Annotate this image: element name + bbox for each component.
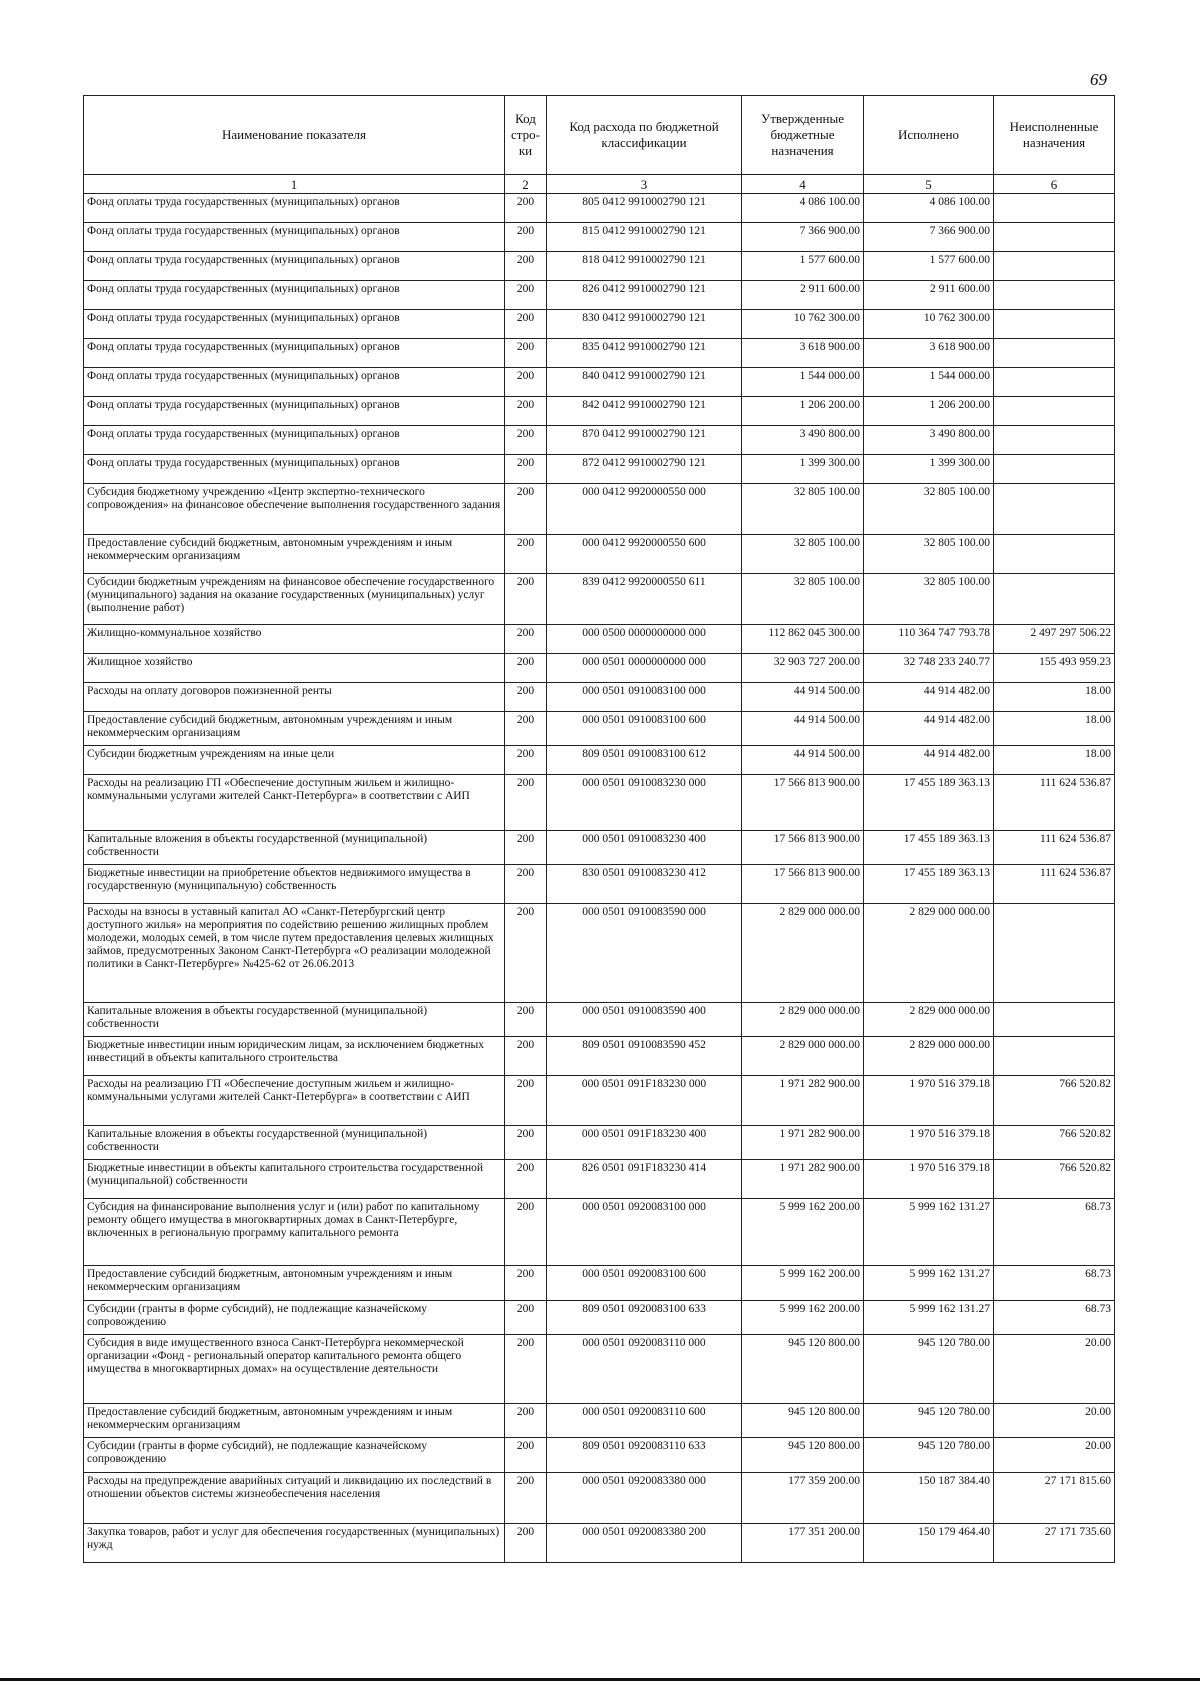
approved-amount-cell: 44 914 500.00 — [742, 746, 864, 775]
approved-amount-cell: 2 829 000 000.00 — [742, 1037, 864, 1076]
unexecuted-amount-cell: 766 520.82 — [994, 1160, 1115, 1199]
indicator-name-cell: Субсидия в виде имущественного взноса Санкт-Петербурга некоммерческой организации «Фонд - региональный оператор капитального ремонта общего имущества в многоквартирных домах» на осуществление деятельности — [84, 1335, 505, 1404]
table-row — [84, 339, 1115, 368]
table-row — [84, 310, 1115, 339]
line-code-cell: 200 — [505, 625, 547, 654]
table-row — [84, 484, 1115, 535]
indicator-name-cell: Субсидия бюджетному учреждению «Центр экспертно-технического сопровождения» на финансовое обеспечение выполнения государственного задания — [84, 484, 505, 535]
line-code-cell: 200 — [505, 1404, 547, 1438]
line-code-cell: 200 — [505, 1335, 547, 1404]
executed-amount-cell: 4 086 100.00 — [864, 194, 994, 223]
unexecuted-amount-cell — [994, 426, 1115, 455]
indicator-name-cell: Бюджетные инвестиции на приобретение объектов недвижимого имущества в государственную (муниципальную) собственность — [84, 865, 505, 904]
executed-amount-cell: 945 120 780.00 — [864, 1335, 994, 1404]
budget-code-cell: 809 0501 0920083110 633 — [547, 1438, 742, 1473]
approved-amount-cell: 44 914 500.00 — [742, 683, 864, 712]
line-code-cell: 200 — [505, 654, 547, 683]
table-row — [84, 368, 1115, 397]
indicator-name-cell: Жилищно-коммунальное хозяйство — [84, 625, 505, 654]
line-code-cell: 200 — [505, 1126, 547, 1160]
unexecuted-amount-cell — [994, 223, 1115, 252]
executed-amount-cell: 3 490 800.00 — [864, 426, 994, 455]
line-code-cell: 200 — [505, 1301, 547, 1335]
budget-code-cell: 830 0412 9910002790 121 — [547, 310, 742, 339]
budget-code-cell: 000 0501 0920083110 600 — [547, 1404, 742, 1438]
executed-amount-cell: 150 187 384.40 — [864, 1473, 994, 1524]
bottom-rule — [0, 1678, 1200, 1681]
table-row — [84, 1003, 1115, 1037]
table-row — [84, 1473, 1115, 1524]
budget-code-cell: 000 0501 0910083100 600 — [547, 712, 742, 746]
budget-code-cell: 809 0501 0920083100 633 — [547, 1301, 742, 1335]
budget-code-cell: 000 0501 0000000000 000 — [547, 654, 742, 683]
executed-amount-cell: 17 455 189 363.13 — [864, 865, 994, 904]
indicator-name-cell: Предоставление субсидий бюджетным, автономным учреждениям и иным некоммерческим организациям — [84, 1266, 505, 1301]
budget-code-cell: 000 0501 0910083230 000 — [547, 775, 742, 831]
indicator-name-cell: Субсидии (гранты в форме субсидий), не подлежащие казначейскому сопровождению — [84, 1438, 505, 1473]
budget-code-cell: 000 0501 091F183230 000 — [547, 1076, 742, 1126]
header-indicator-name: Наименование показателя — [84, 96, 505, 175]
table-row — [84, 1199, 1115, 1266]
unexecuted-amount-cell: 766 520.82 — [994, 1126, 1115, 1160]
table-row — [84, 865, 1115, 904]
line-code-cell: 200 — [505, 1076, 547, 1126]
line-code-cell: 200 — [505, 535, 547, 574]
indicator-name-cell: Расходы на реализацию ГП «Обеспечение доступным жильем и жилищно-коммунальными услугами жителей Санкт-Петербурга» в соответствии с АИП — [84, 775, 505, 831]
header-executed: Исполнено — [864, 96, 994, 175]
unexecuted-amount-cell — [994, 904, 1115, 1003]
indicator-name-cell: Субсидии (гранты в форме субсидий), не подлежащие казначейскому сопровождению — [84, 1301, 505, 1335]
executed-amount-cell: 1 970 516 379.18 — [864, 1076, 994, 1126]
table-row — [84, 683, 1115, 712]
executed-amount-cell: 945 120 780.00 — [864, 1404, 994, 1438]
budget-code-cell: 000 0501 0910083590 400 — [547, 1003, 742, 1037]
budget-code-cell: 830 0501 0910083230 412 — [547, 865, 742, 904]
column-number: 4 — [742, 175, 864, 194]
unexecuted-amount-cell: 68.73 — [994, 1301, 1115, 1335]
unexecuted-amount-cell — [994, 310, 1115, 339]
budget-code-cell: 000 0412 9920000550 600 — [547, 535, 742, 574]
unexecuted-amount-cell — [994, 455, 1115, 484]
line-code-cell: 200 — [505, 1473, 547, 1524]
unexecuted-amount-cell: 27 171 815.60 — [994, 1473, 1115, 1524]
line-code-cell: 200 — [505, 574, 547, 625]
approved-amount-cell: 2 829 000 000.00 — [742, 1003, 864, 1037]
executed-amount-cell: 32 805 100.00 — [864, 484, 994, 535]
column-number: 2 — [505, 175, 547, 194]
budget-code-cell: 805 0412 9910002790 121 — [547, 194, 742, 223]
approved-amount-cell: 7 366 900.00 — [742, 223, 864, 252]
unexecuted-amount-cell: 155 493 959.23 — [994, 654, 1115, 683]
table-row — [84, 1037, 1115, 1076]
approved-amount-cell: 1 971 282 900.00 — [742, 1160, 864, 1199]
table-row — [84, 654, 1115, 683]
executed-amount-cell: 5 999 162 131.27 — [864, 1199, 994, 1266]
executed-amount-cell: 1 970 516 379.18 — [864, 1126, 994, 1160]
executed-amount-cell: 32 805 100.00 — [864, 574, 994, 625]
budget-code-cell: 000 0501 0920083100 000 — [547, 1199, 742, 1266]
table-row — [84, 574, 1115, 625]
budget-code-cell: 840 0412 9910002790 121 — [547, 368, 742, 397]
table-row — [84, 1076, 1115, 1126]
budget-code-cell: 809 0501 0910083100 612 — [547, 746, 742, 775]
indicator-name-cell: Фонд оплаты труда государственных (муниципальных) органов — [84, 194, 505, 223]
executed-amount-cell: 7 366 900.00 — [864, 223, 994, 252]
table-row — [84, 746, 1115, 775]
line-code-cell: 200 — [505, 484, 547, 535]
executed-amount-cell: 44 914 482.00 — [864, 712, 994, 746]
unexecuted-amount-cell: 68.73 — [994, 1199, 1115, 1266]
approved-amount-cell: 10 762 300.00 — [742, 310, 864, 339]
table-row — [84, 223, 1115, 252]
unexecuted-amount-cell — [994, 1037, 1115, 1076]
approved-amount-cell: 1 971 282 900.00 — [742, 1126, 864, 1160]
approved-amount-cell: 44 914 500.00 — [742, 712, 864, 746]
unexecuted-amount-cell: 18.00 — [994, 683, 1115, 712]
budget-code-cell: 000 0501 0910083100 000 — [547, 683, 742, 712]
executed-amount-cell: 1 206 200.00 — [864, 397, 994, 426]
unexecuted-amount-cell — [994, 194, 1115, 223]
approved-amount-cell: 1 544 000.00 — [742, 368, 864, 397]
executed-amount-cell: 110 364 747 793.78 — [864, 625, 994, 654]
approved-amount-cell: 945 120 800.00 — [742, 1438, 864, 1473]
unexecuted-amount-cell — [994, 368, 1115, 397]
header-row — [84, 96, 1115, 175]
approved-amount-cell: 32 805 100.00 — [742, 484, 864, 535]
unexecuted-amount-cell: 20.00 — [994, 1335, 1115, 1404]
indicator-name-cell: Фонд оплаты труда государственных (муниципальных) органов — [84, 252, 505, 281]
budget-code-cell: 842 0412 9910002790 121 — [547, 397, 742, 426]
unexecuted-amount-cell: 111 624 536.87 — [994, 775, 1115, 831]
table-row — [84, 1438, 1115, 1473]
budget-code-cell: 870 0412 9910002790 121 — [547, 426, 742, 455]
unexecuted-amount-cell: 18.00 — [994, 746, 1115, 775]
approved-amount-cell: 1 399 300.00 — [742, 455, 864, 484]
indicator-name-cell: Жилищное хозяйство — [84, 654, 505, 683]
indicator-name-cell: Капитальные вложения в объекты государственной (муниципальной) собственности — [84, 1126, 505, 1160]
unexecuted-amount-cell: 20.00 — [994, 1404, 1115, 1438]
indicator-name-cell: Субсидии бюджетным учреждениям на финансовое обеспечение государственного (муниципального) задания на оказание государственных (муниципальных) услуг (выполнение работ) — [84, 574, 505, 625]
column-number: 5 — [864, 175, 994, 194]
indicator-name-cell: Расходы на оплату договоров пожизненной ренты — [84, 683, 505, 712]
indicator-name-cell: Фонд оплаты труда государственных (муниципальных) органов — [84, 455, 505, 484]
indicator-name-cell: Расходы на реализацию ГП «Обеспечение доступным жильем и жилищно-коммунальными услугами жителей Санкт-Петербурга» в соответствии с АИП — [84, 1076, 505, 1126]
table-row — [84, 775, 1115, 831]
approved-amount-cell: 112 862 045 300.00 — [742, 625, 864, 654]
line-code-cell: 200 — [505, 252, 547, 281]
budget-code-cell: 000 0501 0920083380 000 — [547, 1473, 742, 1524]
line-code-cell: 200 — [505, 712, 547, 746]
unexecuted-amount-cell — [994, 1003, 1115, 1037]
unexecuted-amount-cell — [994, 281, 1115, 310]
unexecuted-amount-cell: 27 171 735.60 — [994, 1524, 1115, 1563]
line-code-cell: 200 — [505, 397, 547, 426]
executed-amount-cell: 5 999 162 131.27 — [864, 1301, 994, 1335]
approved-amount-cell: 17 566 813 900.00 — [742, 831, 864, 865]
table-row — [84, 1301, 1115, 1335]
executed-amount-cell: 10 762 300.00 — [864, 310, 994, 339]
indicator-name-cell: Предоставление субсидий бюджетным, автономным учреждениям и иным некоммерческим организациям — [84, 1404, 505, 1438]
indicator-name-cell: Субсидия на финансирование выполнения услуг и (или) работ по капитальному ремонту общего имущества в многоквартирных домах в Санкт-Петербурге, включенных в региональную программу капитального ремонта — [84, 1199, 505, 1266]
table-row — [84, 831, 1115, 865]
budget-code-cell: 839 0412 9920000550 611 — [547, 574, 742, 625]
budget-code-cell: 000 0501 0920083110 000 — [547, 1335, 742, 1404]
unexecuted-amount-cell: 18.00 — [994, 712, 1115, 746]
indicator-name-cell: Фонд оплаты труда государственных (муниципальных) органов — [84, 339, 505, 368]
executed-amount-cell: 1 544 000.00 — [864, 368, 994, 397]
executed-amount-cell: 3 618 900.00 — [864, 339, 994, 368]
table-row — [84, 904, 1115, 1003]
executed-amount-cell: 44 914 482.00 — [864, 746, 994, 775]
indicator-name-cell: Капитальные вложения в объекты государственной (муниципальной) собственности — [84, 1003, 505, 1037]
executed-amount-cell: 1 970 516 379.18 — [864, 1160, 994, 1199]
budget-code-cell: 000 0501 091F183230 400 — [547, 1126, 742, 1160]
executed-amount-cell: 2 829 000 000.00 — [864, 1003, 994, 1037]
executed-amount-cell: 1 399 300.00 — [864, 455, 994, 484]
line-code-cell: 200 — [505, 1160, 547, 1199]
unexecuted-amount-cell — [994, 484, 1115, 535]
indicator-name-cell: Закупка товаров, работ и услуг для обеспечения государственных (муниципальных) нужд — [84, 1524, 505, 1563]
unexecuted-amount-cell — [994, 339, 1115, 368]
unexecuted-amount-cell — [994, 252, 1115, 281]
executed-amount-cell: 1 577 600.00 — [864, 252, 994, 281]
executed-amount-cell: 2 829 000 000.00 — [864, 904, 994, 1003]
column-number: 3 — [547, 175, 742, 194]
table-row — [84, 426, 1115, 455]
table-row — [84, 281, 1115, 310]
executed-amount-cell: 5 999 162 131.27 — [864, 1266, 994, 1301]
line-code-cell: 200 — [505, 865, 547, 904]
budget-code-cell: 000 0501 0920083380 200 — [547, 1524, 742, 1563]
approved-amount-cell: 1 577 600.00 — [742, 252, 864, 281]
unexecuted-amount-cell: 111 624 536.87 — [994, 865, 1115, 904]
line-code-cell: 200 — [505, 1266, 547, 1301]
approved-amount-cell: 2 829 000 000.00 — [742, 904, 864, 1003]
table-row — [84, 455, 1115, 484]
approved-amount-cell: 5 999 162 200.00 — [742, 1199, 864, 1266]
approved-amount-cell: 945 120 800.00 — [742, 1404, 864, 1438]
table-row — [84, 712, 1115, 746]
executed-amount-cell: 150 179 464.40 — [864, 1524, 994, 1563]
unexecuted-amount-cell — [994, 535, 1115, 574]
line-code-cell: 200 — [505, 368, 547, 397]
approved-amount-cell: 1 971 282 900.00 — [742, 1076, 864, 1126]
indicator-name-cell: Фонд оплаты труда государственных (муниципальных) органов — [84, 426, 505, 455]
budget-code-cell: 872 0412 9910002790 121 — [547, 455, 742, 484]
table-row — [84, 194, 1115, 223]
unexecuted-amount-cell: 766 520.82 — [994, 1076, 1115, 1126]
approved-amount-cell: 32 903 727 200.00 — [742, 654, 864, 683]
indicator-name-cell: Фонд оплаты труда государственных (муниципальных) органов — [84, 223, 505, 252]
approved-amount-cell: 5 999 162 200.00 — [742, 1266, 864, 1301]
header-line-code: Код стро-ки — [505, 96, 547, 175]
budget-code-cell: 818 0412 9910002790 121 — [547, 252, 742, 281]
unexecuted-amount-cell: 68.73 — [994, 1266, 1115, 1301]
approved-amount-cell: 177 351 200.00 — [742, 1524, 864, 1563]
line-code-cell: 200 — [505, 1199, 547, 1266]
line-code-cell: 200 — [505, 746, 547, 775]
budget-code-cell: 809 0501 0910083590 452 — [547, 1037, 742, 1076]
approved-amount-cell: 3 618 900.00 — [742, 339, 864, 368]
line-code-cell: 200 — [505, 223, 547, 252]
table-row — [84, 1160, 1115, 1199]
unexecuted-amount-cell — [994, 397, 1115, 426]
indicator-name-cell: Капитальные вложения в объекты государственной (муниципальной) собственности — [84, 831, 505, 865]
executed-amount-cell: 17 455 189 363.13 — [864, 775, 994, 831]
budget-code-cell: 835 0412 9910002790 121 — [547, 339, 742, 368]
column-number: 1 — [84, 175, 505, 194]
indicator-name-cell: Расходы на предупреждение аварийных ситуаций и ликвидацию их последствий в отношении объектов системы жизнеобеспечения населения — [84, 1473, 505, 1524]
unexecuted-amount-cell: 111 624 536.87 — [994, 831, 1115, 865]
budget-code-cell: 000 0501 0920083100 600 — [547, 1266, 742, 1301]
line-code-cell: 200 — [505, 426, 547, 455]
approved-amount-cell: 3 490 800.00 — [742, 426, 864, 455]
indicator-name-cell: Фонд оплаты труда государственных (муниципальных) органов — [84, 281, 505, 310]
approved-amount-cell: 32 805 100.00 — [742, 574, 864, 625]
indicator-name-cell: Расходы на взносы в уставный капитал АО «Санкт-Петербургский центр доступного жилья» на мероприятия по содействию решению жилищных проблем молодежи, молодых семей, в том числе путем предоставления целевых жилищных займов, предусмотренных Законом Санкт-Петербурга «О реализации молодежной политики в Санкт-Петербурге» №425-62 от 26.06.2013 — [84, 904, 505, 1003]
column-number-row — [84, 175, 1115, 194]
approved-amount-cell: 17 566 813 900.00 — [742, 775, 864, 831]
budget-code-cell: 815 0412 9910002790 121 — [547, 223, 742, 252]
executed-amount-cell: 945 120 780.00 — [864, 1438, 994, 1473]
line-code-cell: 200 — [505, 339, 547, 368]
budget-code-cell: 000 0501 0910083590 000 — [547, 904, 742, 1003]
line-code-cell: 200 — [505, 281, 547, 310]
indicator-name-cell: Фонд оплаты труда государственных (муниципальных) органов — [84, 397, 505, 426]
executed-amount-cell: 2 911 600.00 — [864, 281, 994, 310]
approved-amount-cell: 32 805 100.00 — [742, 535, 864, 574]
line-code-cell: 200 — [505, 194, 547, 223]
approved-amount-cell: 945 120 800.00 — [742, 1335, 864, 1404]
unexecuted-amount-cell: 2 497 297 506.22 — [994, 625, 1115, 654]
table-row — [84, 1126, 1115, 1160]
line-code-cell: 200 — [505, 1037, 547, 1076]
indicator-name-cell: Бюджетные инвестиции иным юридическим лицам, за исключением бюджетных инвестиций в объекты капитального строительства — [84, 1037, 505, 1076]
budget-code-cell: 000 0500 0000000000 000 — [547, 625, 742, 654]
indicator-name-cell: Фонд оплаты труда государственных (муниципальных) органов — [84, 368, 505, 397]
page-number: 69 — [1090, 70, 1107, 89]
budget-execution-table — [83, 95, 1115, 1563]
table-row — [84, 1266, 1115, 1301]
table-row — [84, 1335, 1115, 1404]
line-code-cell: 200 — [505, 310, 547, 339]
executed-amount-cell: 17 455 189 363.13 — [864, 831, 994, 865]
line-code-cell: 200 — [505, 1003, 547, 1037]
line-code-cell: 200 — [505, 1438, 547, 1473]
unexecuted-amount-cell: 20.00 — [994, 1438, 1115, 1473]
table-row — [84, 397, 1115, 426]
header-unexecuted: Неисполненные назначения — [994, 96, 1115, 175]
budget-code-cell: 000 0412 9920000550 000 — [547, 484, 742, 535]
executed-amount-cell: 44 914 482.00 — [864, 683, 994, 712]
approved-amount-cell: 17 566 813 900.00 — [742, 865, 864, 904]
unexecuted-amount-cell — [994, 574, 1115, 625]
indicator-name-cell: Бюджетные инвестиции в объекты капитального строительства государственной (муниципальной) собственности — [84, 1160, 505, 1199]
line-code-cell: 200 — [505, 904, 547, 1003]
table-row — [84, 1404, 1115, 1438]
table-row — [84, 252, 1115, 281]
indicator-name-cell: Субсидии бюджетным учреждениям на иные цели — [84, 746, 505, 775]
line-code-cell: 200 — [505, 683, 547, 712]
line-code-cell: 200 — [505, 831, 547, 865]
line-code-cell: 200 — [505, 455, 547, 484]
indicator-name-cell: Предоставление субсидий бюджетным, автономным учреждениям и иным некоммерческим организациям — [84, 535, 505, 574]
approved-amount-cell: 177 359 200.00 — [742, 1473, 864, 1524]
approved-amount-cell: 4 086 100.00 — [742, 194, 864, 223]
line-code-cell: 200 — [505, 1524, 547, 1563]
indicator-name-cell: Предоставление субсидий бюджетным, автономным учреждениям и иным некоммерческим организациям — [84, 712, 505, 746]
line-code-cell: 200 — [505, 775, 547, 831]
indicator-name-cell: Фонд оплаты труда государственных (муниципальных) органов — [84, 310, 505, 339]
approved-amount-cell: 1 206 200.00 — [742, 397, 864, 426]
header-approved: Утвержденные бюджетные назначения — [742, 96, 864, 175]
header-budget-code: Код расхода по бюджетной классификации — [547, 96, 742, 175]
table-row — [84, 535, 1115, 574]
budget-code-cell: 000 0501 0910083230 400 — [547, 831, 742, 865]
table-row — [84, 625, 1115, 654]
budget-code-cell: 826 0501 091F183230 414 — [547, 1160, 742, 1199]
executed-amount-cell: 32 748 233 240.77 — [864, 654, 994, 683]
approved-amount-cell: 5 999 162 200.00 — [742, 1301, 864, 1335]
budget-code-cell: 826 0412 9910002790 121 — [547, 281, 742, 310]
table-row — [84, 1524, 1115, 1563]
column-number: 6 — [994, 175, 1115, 194]
executed-amount-cell: 32 805 100.00 — [864, 535, 994, 574]
executed-amount-cell: 2 829 000 000.00 — [864, 1037, 994, 1076]
approved-amount-cell: 2 911 600.00 — [742, 281, 864, 310]
